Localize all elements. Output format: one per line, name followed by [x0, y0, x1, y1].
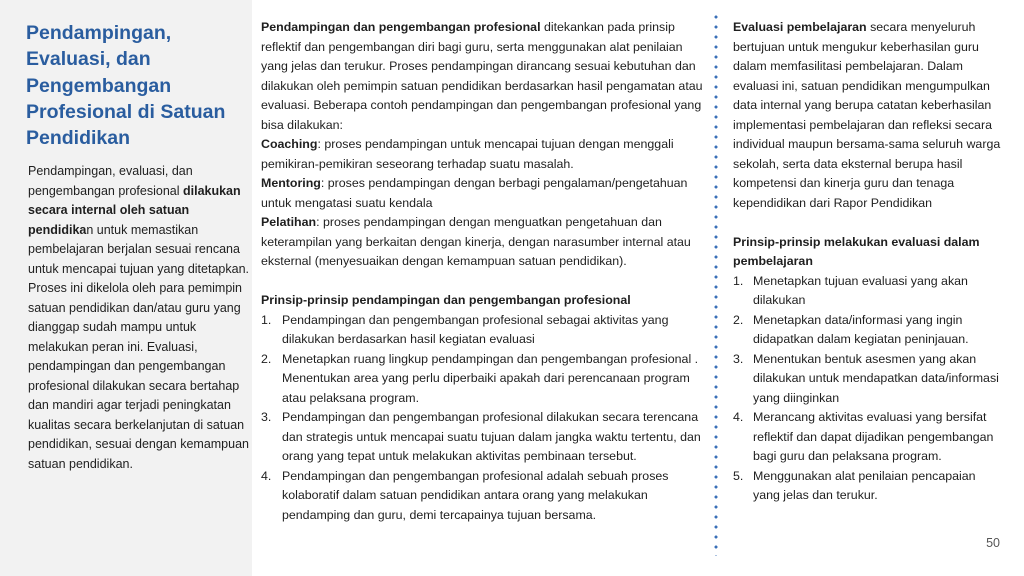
list-item	[733, 408, 1001, 467]
right-principles-list	[733, 272, 1001, 506]
list-item	[261, 467, 706, 526]
left-panel	[0, 0, 252, 576]
list-item-text: Menetapkan ruang lingkup pendampingan dan pengembangan profesional . Menentukan area yang perlu diperbaiki apakah dari perencanaan program atau pelaksana program.	[282, 351, 699, 405]
middle-principles-heading-text: Prinsip-prinsip pendampingan dan pengembangan profesional	[261, 293, 631, 307]
intro-paragraph	[28, 162, 250, 474]
pelatihan-text: : proses pendampingan dengan menguatkan pengetahuan dan keterampilan yang berkaitan dengan kinerja, dengan narasumber internal atau eksternal (menyesuaikan dengan kemampuan satuan pendidikan).	[261, 215, 691, 268]
list-item-text: Pendampingan dan pengembangan profesional dilakukan secara terencana dan strategis untuk mencapai suatu tujuan dalam jangka waktu tertentu, dan orang yang tepat untuk melakukan aktivitas pembinaan tersebut.	[282, 410, 701, 463]
middle-intro-paragraph	[261, 18, 706, 135]
list-item-text: Pendampingan dan pengembangan profesional sebagai aktivitas yang dilakukan berdasarkan hasil kegiatan evaluasi	[282, 312, 669, 346]
list-item-text: Pendampingan dan pengembangan profesional adalah sebuah proses kolaboratif dalam satuan pendidikan antara orang yang melakukan pendamping dan guru, demi tercapainya tujuan bersama.	[282, 468, 669, 522]
right-column	[733, 18, 1001, 506]
list-item-number: 2.	[261, 351, 272, 366]
coaching-text: : proses pendampingan untuk mencapai tujuan dengan menggali pemikiran-pemikiran seseorang terhadap suatu masalah.	[261, 137, 674, 171]
pelatihan-definition	[261, 213, 706, 272]
list-item	[261, 311, 706, 350]
mentoring-term: Mentoring	[261, 176, 321, 190]
list-item	[261, 350, 706, 409]
intro-text-bold: dilakukan secara internal oleh satuan pendidika	[28, 183, 241, 237]
right-principles-heading	[733, 233, 1001, 272]
list-item	[733, 467, 1001, 506]
middle-column	[261, 18, 706, 525]
list-item-text: Merancang aktivitas evaluasi yang bersifat reflektif dan dapat dijadikan pengembangan bagi guru dan pelaksana program.	[753, 410, 994, 463]
intro-text-start: Pendampingan, evaluasi, dan pengembangan profesional	[28, 164, 193, 198]
mentoring-definition	[261, 174, 706, 213]
list-item-text: Menetapkan data/informasi yang ingin didapatkan dalam kegiatan peninjauan.	[753, 312, 969, 346]
list-item-number: 3.	[733, 351, 744, 366]
right-intro-bold: Evaluasi pembelajaran	[733, 20, 867, 34]
list-item-number: 2.	[733, 312, 744, 327]
intro-text-end: n untuk memastikan pembelajaran berjalan sesuai rencana untuk mencapai tujuan yang ditetapkan. Proses ini dikelola oleh para pemimpin satuan pendidikan dan/atau guru yang dianggap sudah mampu untuk melakukan peran ini. Evaluasi, pendampingan dan pengembangan profesional dilakukan secara bertahap dan mandiri agar terjadi peningkatan kualitas secara berkelanjutan di satuan pendidikan, sesuai dengan kemampuan satuan pendidikan.	[28, 222, 249, 471]
mentoring-text: : proses pendampingan dengan berbagi pengalaman/pengetahuan untuk mengatasi suatu kendala	[261, 176, 688, 210]
right-principles-heading-text: Prinsip-prinsip melakukan evaluasi dalam pembelajaran	[733, 234, 980, 268]
right-intro-text: secara menyeluruh bertujuan untuk mengukur keberhasilan guru dalam memfasilitasi pembelajaran. Dalam evaluasi ini, satuan pendidikan mengumpulkan data internal yang berupa catatan keberhasilan implementasi pembelajaran dan refleksi secara individual maupun bersama-sama seluruh warga sekolah, serta data eksternal berupa hasil kompetensi dan kinerja guru dan tenaga kependidikan dari Rapor Pendidikan	[733, 20, 1001, 210]
dotted-divider	[714, 12, 718, 556]
list-item-text: Menetapkan tujuan evaluasi yang akan dilakukan	[753, 273, 968, 307]
middle-intro-bold: Pendampingan dan pengembangan profesional	[261, 20, 541, 34]
list-item-text: Menggunakan alat penilaian pencapaian yang jelas dan terukur.	[753, 468, 976, 502]
spacer	[261, 272, 706, 292]
list-item	[733, 311, 1001, 350]
page-number: 50	[986, 536, 1000, 550]
right-intro-paragraph	[733, 18, 1001, 213]
page-title: Pendampingan, Evaluasi, dan Pengembangan Profesional di Satuan Pendidikan	[26, 22, 226, 150]
list-item	[733, 350, 1001, 409]
middle-principles-list	[261, 311, 706, 526]
coaching-definition	[261, 135, 706, 174]
pelatihan-term: Pelatihan	[261, 215, 317, 229]
list-item-number: 4.	[733, 410, 744, 424]
coaching-term: Coaching	[261, 137, 318, 151]
list-item	[733, 272, 1001, 311]
list-item-text: Menentukan bentuk asesmen yang akan dilakukan untuk mendapatkan data/informasi yang diinginkan	[753, 351, 999, 405]
spacer	[733, 213, 1001, 233]
middle-intro-text: ditekankan pada prinsip reflektif dan pengembangan diri bagi guru, serta menggunakan alat penilaian yang jelas dan terukur. Proses pendampingan dirancang sesuai kebutuhan dan dilakukan oleh pemimpin satuan pendidikan berdasarkan hasil pengamatan atau evaluasi. Beberapa contoh pendampingan dan pengembangan profesional yang bisa dilakukan:	[261, 20, 703, 132]
list-item-number: 1.	[733, 273, 744, 288]
list-item-number: 1.	[261, 312, 272, 327]
list-item-number: 5.	[733, 468, 744, 483]
list-item	[261, 408, 706, 467]
list-item-number: 3.	[261, 410, 272, 424]
list-item-number: 4.	[261, 468, 272, 483]
middle-principles-heading	[261, 291, 706, 311]
